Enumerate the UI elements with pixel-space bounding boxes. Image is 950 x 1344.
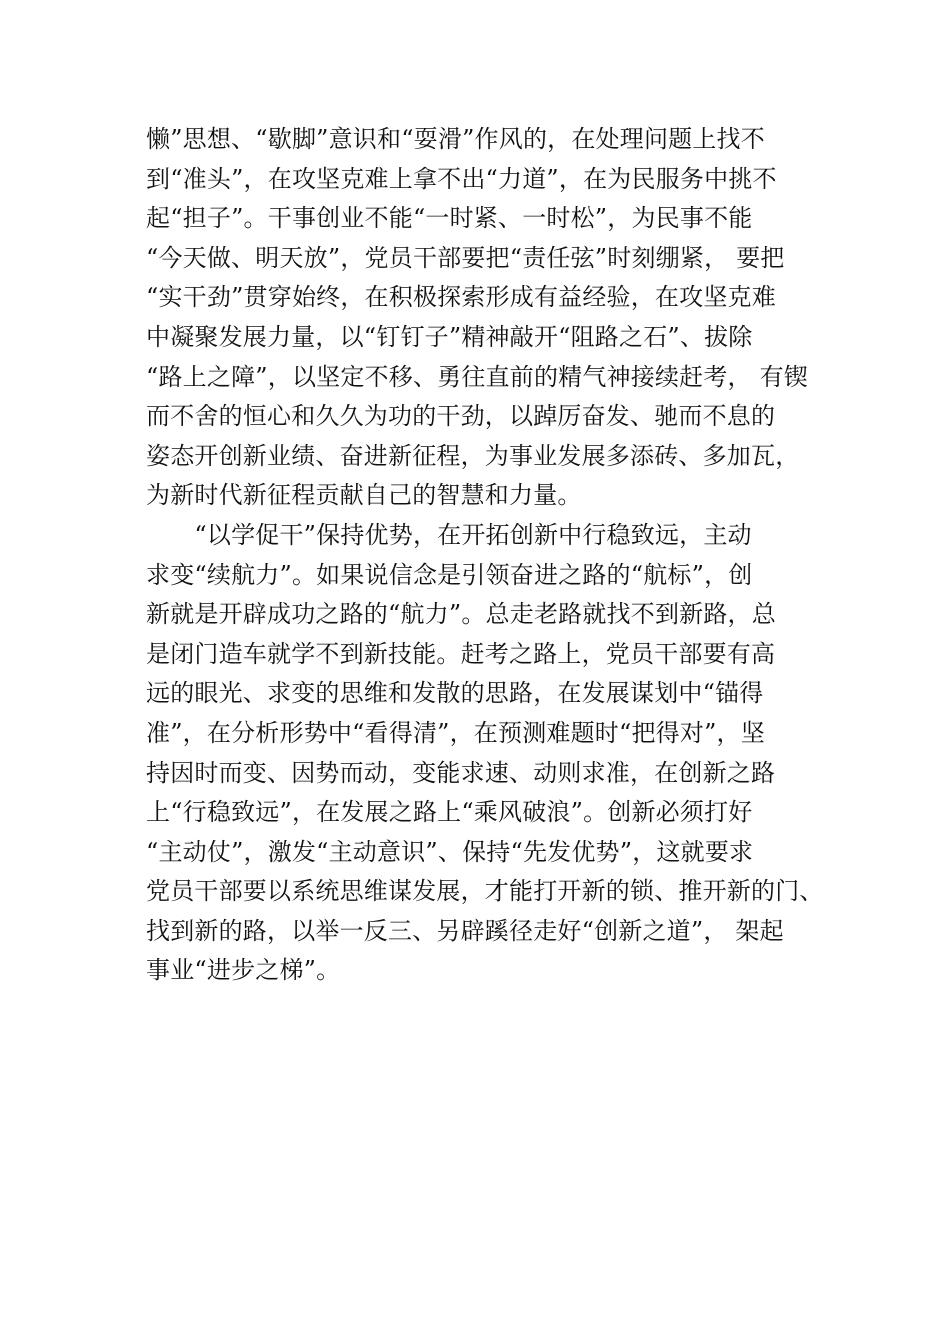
text-line: “今天做、明天放”，党员干部要把“责任弦”时刻绷紧， 要把: [146, 243, 785, 272]
text-line: 而不舍的恒心和久久为功的干劲，以踔厉奋发、驰而不息的: [146, 402, 776, 431]
text-line: 姿态开创新业绩、奋进新征程，为事业发展多添砖、多加瓦，: [146, 441, 800, 470]
text-line: 事业“进步之梯”。: [146, 956, 341, 985]
text-line: “路上之障”，以坚定不移、勇往直前的精气神接续赶考， 有锲: [146, 362, 808, 391]
text-line: 起“担子”。干事创业不能“一时紧、一时松”，为民事不能: [146, 204, 753, 233]
text-line: 懒”思想、“歇脚”意识和“耍滑”作风的，在处理问题上找不: [146, 125, 765, 153]
text-line: 到“准头”，在攻坚克难上拿不出“力道”，在为民服务中挑不: [146, 164, 777, 193]
text-line: “以学促干”保持优势，在开拓创新中行稳致远，主动: [146, 520, 752, 549]
text-line: 新就是开辟成功之路的“航力”。总走老路就找不到新路，总: [146, 600, 776, 629]
text-line: 远的眼光、求变的思维和发散的思路，在发展谋划中“锚得: [146, 679, 764, 708]
text-line: 为新时代新征程贡献自己的智慧和力量。: [146, 481, 582, 510]
text-line: 持因时而变、因势而动，变能求速、动则求准，在创新之路: [146, 758, 776, 787]
text-line: 是闭门造车就学不到新技能。赶考之路上，党员干部要有高: [146, 639, 776, 668]
text-line: 找到新的路，以举一反三、另辟蹊径走好“创新之道”， 架起: [146, 916, 784, 945]
text-line: “实干劲”贯穿始终，在积极探索形成有益经验，在攻坚克难: [146, 283, 776, 312]
text-line: “主动仗”，激发“主动意识”、保持“先发优势”，这就要求: [146, 837, 754, 866]
text-line: 党员干部要以系统思维谋发展，才能打开新的锁、推开新的门、: [146, 877, 824, 906]
text-line: 求变“续航力”。如果说信念是引领奋进之路的“航标”，创: [146, 560, 753, 589]
text-line: 准”，在分析形势中“看得清”，在预测难题时“把得对”，坚: [146, 718, 765, 747]
text-line: 中凝聚发展力量，以“钉钉子”精神敲开“阻路之石”、拔除: [146, 322, 753, 351]
body-text: [146, 120, 826, 991]
text-line: 上“行稳致远”，在发展之路上“乘风破浪”。创新必须打好: [146, 798, 753, 827]
